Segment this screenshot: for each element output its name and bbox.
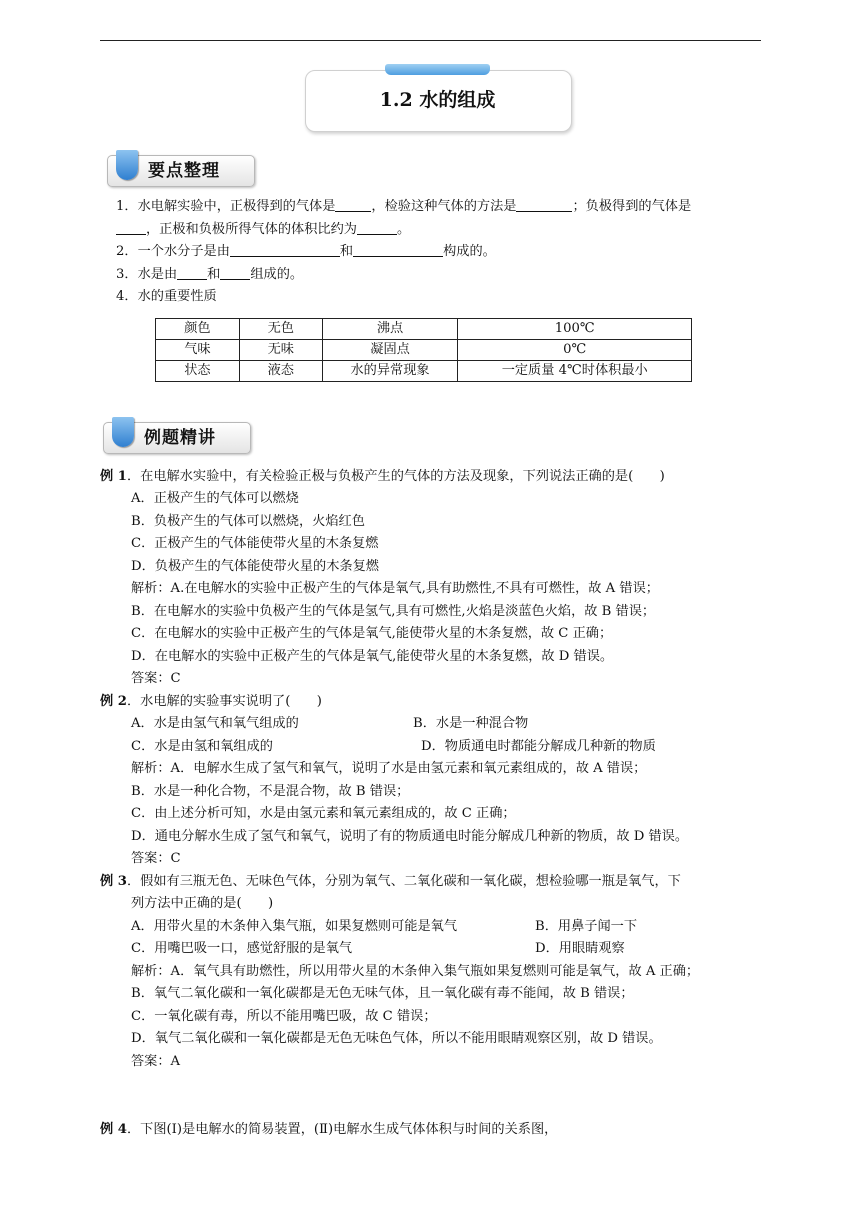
answer-blank [357, 220, 397, 235]
example-label: 例 1 [100, 469, 127, 484]
option-c: C．用嘴巴吸一口，感觉舒服的是氧气 [131, 941, 353, 956]
question-1-line-2: ，正极和负极所得气体的体积比约为 。 [116, 219, 410, 241]
table-row [156, 361, 692, 382]
example-1-stem: 例 1．在电解水实验中，有关检验正极与负极产生的气体的方法及现象，下列说法正确的是( ) [100, 469, 665, 484]
option-a: A．正极产生的气体可以燃烧 [131, 491, 299, 506]
answer-blank [335, 197, 371, 212]
table-cell: 100℃ [458, 319, 692, 340]
question-4: 4．水的重要性质 [116, 289, 217, 304]
answer-blank [230, 242, 340, 257]
option-a: A．水是由氢气和氧气组成的 [131, 716, 299, 731]
question-1-line-1: 1．水电解实验中，正极得到的气体是 ，检验这种气体的方法是 ；负极得到的气体是 [116, 199, 692, 214]
analysis-line: B．水是一种化合物，不是混合物，故 B 错误； [131, 784, 410, 799]
page-title: 1.2 水的组成 [379, 89, 496, 111]
table-cell: 无色 [239, 319, 322, 340]
analysis-line: D．在电解水的实验中正极产生的气体是氧气,能使带火星的木条复燃，故 D 错误。 [131, 649, 614, 664]
section-heading-text: 要点整理 [148, 161, 220, 181]
example-label: 例 2 [100, 694, 127, 709]
analysis-line: D．通电分解水生成了氢气和氧气，说明了有的物质通电时能分解成几种新的物质，故 D 错误。 [131, 829, 689, 844]
answer: 答案：A [131, 1054, 181, 1069]
answer: 答案：C [131, 851, 181, 866]
option-b: B．水是一种混合物 [413, 716, 529, 731]
section-heading-key-points [107, 155, 255, 187]
question-2: 2．一个水分子是由 和 构成的。 [116, 244, 496, 259]
option-c: C．水是由氢和氧组成的 [131, 739, 273, 754]
example-3-stem: 例 3．假如有三瓶无色、无味色气体，分别为氧气、二氧化碳和一氧化碳，想检验哪一瓶是氧气，下 [100, 874, 681, 889]
answer-blank [220, 265, 250, 280]
question-3: 3．水是由 和 组成的。 [116, 267, 304, 282]
option-b: B．负极产生的气体可以燃烧，火焰红色 [131, 514, 365, 529]
table-cell: 气味 [156, 340, 240, 361]
answer-blank [516, 197, 572, 212]
example-label: 例 3 [100, 874, 127, 889]
table-cell: 状态 [156, 361, 240, 382]
table-cell: 颜色 [156, 319, 240, 340]
option-d: D．物质通电时都能分解成几种新的物质 [421, 739, 656, 754]
answer: 答案：C [131, 671, 181, 686]
answer-blank [177, 265, 207, 280]
analysis-line: 解析：A．氧气具有助燃性，所以用带火星的木条伸入集气瓶如果复燃则可能是氧气，故 A 正确； [131, 964, 700, 979]
option-d: D．负极产生的气体能使带火星的木条复燃 [131, 559, 379, 574]
answer-blank [353, 242, 443, 257]
table-cell: 一定质量 4℃时体积最小 [458, 361, 692, 382]
analysis-line: B．氧气二氧化碳和一氧化碳都是无色无味气体，且一氧化碳有毒不能闻，故 B 错误； [131, 986, 634, 1001]
bookmark-icon [112, 417, 134, 447]
analysis-line: 解析：A．电解水生成了氢气和氧气，说明了水是由氢元素和氧元素组成的，故 A 错误； [131, 761, 647, 776]
analysis-line: D．氧气二氧化碳和一氧化碳都是无色无味色气体，所以不能用眼睛观察区别，故 D 错误。 [131, 1031, 662, 1046]
analysis-line: C．一氧化碳有毒，所以不能用嘴巴吸，故 C 错误； [131, 1009, 437, 1024]
analysis-line: B．在电解水的实验中负极产生的气体是氢气,具有可燃性,火焰是淡蓝色火焰，故 B 错误； [131, 604, 656, 619]
header-rule [100, 40, 761, 41]
analysis-line: C．由上述分析可知，水是由氢元素和氧元素组成的，故 C 正确； [131, 806, 516, 821]
answer-blank [116, 220, 146, 235]
bookmark-icon [116, 150, 138, 180]
analysis-line: C．在电解水的实验中正极产生的气体是氧气,能使带火星的木条复燃，故 C 正确； [131, 626, 613, 641]
analysis-line: 解析：A.在电解水的实验中正极产生的气体是氧气,具有助燃性,不具有可燃性，故 A 错误； [131, 581, 659, 596]
example-3-stem-continued: 列方法中正确的是( ) [131, 896, 274, 911]
table-cell: 水的异常现象 [322, 361, 458, 382]
table-cell: 液态 [239, 361, 322, 382]
table-cell: 沸点 [322, 319, 458, 340]
table-row [156, 319, 692, 340]
table-cell: 无味 [239, 340, 322, 361]
example-label: 例 4 [100, 1122, 127, 1137]
option-c: C．正极产生的气体能使带火星的木条复燃 [131, 536, 379, 551]
example-2-stem: 例 2．水电解的实验事实说明了( ) [100, 694, 322, 709]
example-4-stem: 例 4．下图(Ⅰ)是电解水的简易装置，(Ⅱ)电解水生成气体体积与时间的关系图， [100, 1122, 558, 1137]
table-cell: 0℃ [458, 340, 692, 361]
option-a: A．用带火星的木条伸入集气瓶，如果复燃则可能是氧气 [131, 919, 458, 934]
water-properties-table [155, 318, 692, 382]
option-b: B．用鼻子闻一下 [535, 919, 638, 934]
table-cell: 凝固点 [322, 340, 458, 361]
table-row [156, 340, 692, 361]
section-heading-examples [103, 422, 251, 454]
option-d: D．用眼睛观察 [535, 941, 625, 956]
section-heading-text: 例题精讲 [144, 428, 216, 448]
